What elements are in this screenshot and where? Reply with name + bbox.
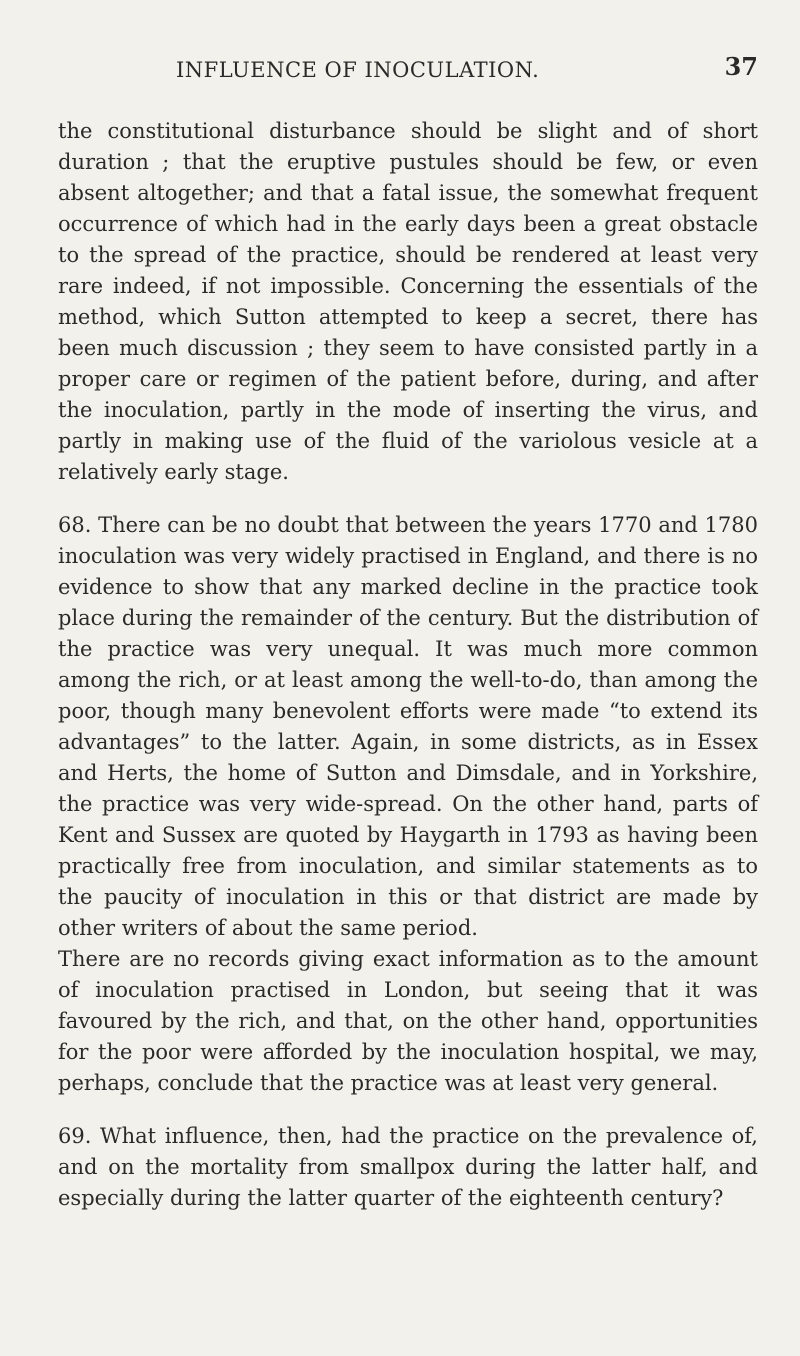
paragraph-london: There are no records giving exact information as to the amount of inoculation practised in London, but seeing that it was favoured by the rich, and that, on the other hand, opportunities for the poor were afforded by the inoculation hospital, we may, perhaps, conclude that the practice was at least very general. — [58, 947, 758, 1095]
running-head — [58, 52, 758, 92]
paragraph-68: 68. There can be no doubt that between the years 1770 and 1780 inoculation was very widely practised in England, and there is no evidence to show that any marked decline in the practice took place during the remainder of the century. But the distribution of the practice was very unequal. It was much more common among the rich, or at least among the well-to-do, than among the poor, though many benevolent efforts were made “to extend its advantages” to the latter. Again, in some districts, as in Essex and Herts, the home of Sutton and Dimsdale, and in Yorkshire, the practice was very wide-spread. On the other hand, parts of Kent and Sussex are quoted by Haygarth in 1793 as having been practically free from inoculation, and similar statements as to the paucity of inoculation in this or that district are made by other writers of about the same period. — [58, 513, 758, 940]
paragraph-69: 69. What influence, then, had the practice on the prevalence of, and on the mortality from smallpox during the latter half, and especially during the latter quarter of the eighteenth century? — [58, 1124, 758, 1210]
book-page — [58, 52, 758, 1214]
page-number: 37 — [724, 52, 758, 81]
page-body — [58, 116, 758, 1214]
paragraph-continuation: the constitutional disturbance should be slight and of short duration ; that the eruptive pustules should be few, or even absent altogether; and that a fatal issue, the somewhat frequent occurrence of which had in the early days been a great obstacle to the spread of the practice, should be rendered at least very rare indeed, if not impossible. Concerning the essentials of the method, which Sutton attempted to keep a secret, there has been much discussion ; they seem to have consisted partly in a proper care or regimen of the patient before, during, and after the inoculation, partly in the mode of inserting the virus, and partly in making use of the fluid of the variolous vesicle at a relatively early stage. — [58, 119, 758, 484]
running-title: INFLUENCE OF INOCULATION. — [176, 58, 540, 82]
paragraph-gap — [58, 488, 758, 510]
paragraph-gap — [58, 1099, 758, 1121]
